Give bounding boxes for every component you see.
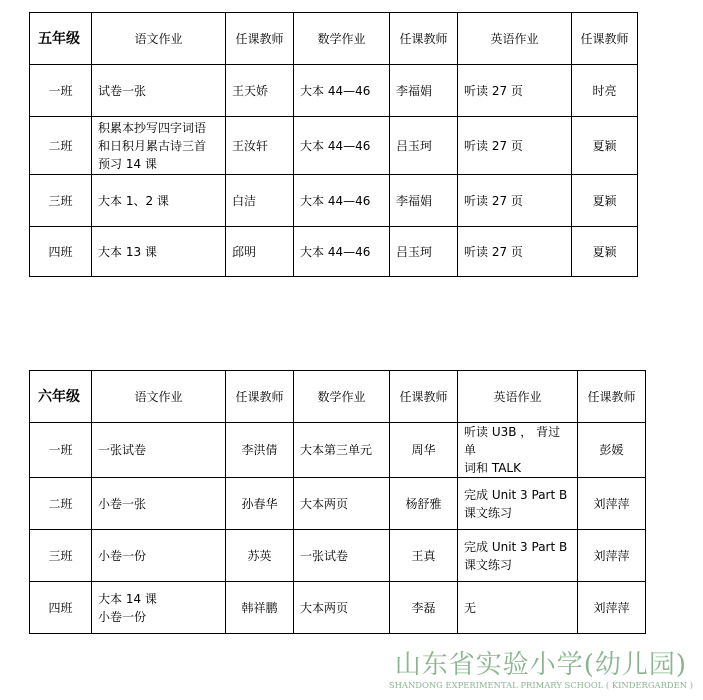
table-header-row	[30, 13, 638, 65]
homework-line: 小卷一份	[98, 548, 147, 563]
english-homework	[458, 582, 578, 634]
homework-line: 听读 U3B ， 背过单	[464, 425, 561, 457]
chinese-teacher: 王天娇	[226, 65, 294, 117]
homework-line: 一张试卷	[98, 443, 147, 457]
grade5-homework-table	[29, 12, 638, 277]
chinese-homework	[92, 117, 226, 175]
grade-label: 六年级	[30, 371, 92, 423]
class-name: 三班	[30, 175, 92, 227]
chinese-teacher: 王汝轩	[226, 117, 294, 175]
english-teacher: 刘萍萍	[578, 582, 646, 634]
chinese-homework	[92, 423, 226, 478]
homework-line: 积累本抄写四字词语	[98, 120, 207, 135]
english-homework	[458, 65, 572, 117]
english-teacher: 夏颖	[572, 175, 638, 227]
chinese-teacher: 孙春华	[226, 478, 294, 530]
class-name: 一班	[30, 65, 92, 117]
header-teacher: 任课教师	[390, 371, 458, 423]
header-english: 英语作业	[458, 13, 572, 65]
homework-line: 试卷一张	[98, 83, 147, 98]
english-homework	[458, 227, 572, 277]
table-row	[30, 117, 638, 175]
math-homework: 大本 44—46	[294, 117, 390, 175]
math-teacher: 李磊	[390, 582, 458, 634]
school-name-chinese: 山东省实验小学(幼儿园)	[394, 650, 688, 680]
header-chinese: 语文作业	[92, 13, 226, 65]
table-row	[30, 175, 638, 227]
math-homework: 大本 44—46	[294, 65, 390, 117]
school-logo-text	[389, 650, 693, 691]
chinese-homework	[92, 175, 226, 227]
english-teacher: 刘萍萍	[578, 478, 646, 530]
header-math: 数学作业	[294, 13, 390, 65]
table-row	[30, 478, 646, 530]
homework-line: 预习 14 课	[98, 156, 157, 171]
math-homework: 大本两页	[294, 478, 390, 530]
table-row	[30, 65, 638, 117]
table-row	[30, 423, 646, 478]
chinese-teacher: 韩祥鹏	[226, 582, 294, 634]
chinese-teacher: 邱明	[226, 227, 294, 277]
math-teacher: 李福娟	[390, 175, 458, 227]
english-homework	[458, 175, 572, 227]
class-name: 三班	[30, 530, 92, 582]
homework-line: 小卷一份	[98, 609, 147, 624]
homework-line: 小卷一张	[98, 496, 147, 511]
english-teacher: 刘萍萍	[578, 530, 646, 582]
homework-line: 词和 TALK	[464, 461, 521, 475]
math-teacher: 吕玉珂	[390, 227, 458, 277]
header-teacher: 任课教师	[390, 13, 458, 65]
homework-line: 课文练习	[464, 557, 513, 572]
chinese-teacher: 李洪倩	[226, 423, 294, 478]
header-teacher: 任课教师	[578, 371, 646, 423]
header-math: 数学作业	[294, 371, 390, 423]
math-teacher: 王真	[390, 530, 458, 582]
chinese-homework	[92, 65, 226, 117]
class-name: 四班	[30, 582, 92, 634]
class-name: 二班	[30, 478, 92, 530]
english-homework	[458, 423, 578, 478]
chinese-homework	[92, 227, 226, 277]
homework-line: 听读 27 页	[464, 83, 523, 98]
table-row	[30, 227, 638, 277]
homework-line: 和日积月累古诗三首	[98, 138, 207, 153]
english-teacher: 夏颖	[572, 227, 638, 277]
homework-line: 听读 27 页	[464, 244, 523, 259]
homework-line: 大本 13 课	[98, 244, 157, 259]
class-name: 二班	[30, 117, 92, 175]
chinese-homework	[92, 530, 226, 582]
english-homework	[458, 478, 578, 530]
homework-line: 大本 14 课	[98, 591, 157, 606]
math-homework: 大本第三单元	[294, 423, 390, 478]
math-teacher: 吕玉珂	[390, 117, 458, 175]
chinese-teacher: 白洁	[226, 175, 294, 227]
math-teacher: 李福娟	[390, 65, 458, 117]
english-teacher: 彭媛	[578, 423, 646, 478]
english-teacher: 时亮	[572, 65, 638, 117]
class-name: 四班	[30, 227, 92, 277]
header-english: 英语作业	[458, 371, 578, 423]
math-homework: 一张试卷	[294, 530, 390, 582]
school-name-english: SHANDONG EXPERIMENTAL PRIMARY SCHOOL ( KINDERGARDEN )	[388, 680, 693, 690]
english-homework	[458, 530, 578, 582]
header-teacher: 任课教师	[226, 371, 294, 423]
math-homework: 大本 44—46	[294, 227, 390, 277]
class-name: 一班	[30, 423, 92, 478]
chinese-homework	[92, 582, 226, 634]
header-chinese: 语文作业	[92, 371, 226, 423]
homework-line: 听读 27 页	[464, 193, 523, 208]
header-teacher: 任课教师	[572, 13, 638, 65]
chinese-homework	[92, 478, 226, 530]
math-teacher: 杨舒雅	[390, 478, 458, 530]
homework-line: 听读 27 页	[464, 138, 523, 153]
grade-label: 五年级	[30, 13, 92, 65]
homework-line: 完成 Unit 3 Part B	[464, 487, 568, 502]
math-teacher: 周华	[390, 423, 458, 478]
homework-line: 大本 1、2 课	[98, 193, 169, 208]
homework-line: 无	[464, 600, 477, 615]
math-homework: 大本 44—46	[294, 175, 390, 227]
english-homework	[458, 117, 572, 175]
math-homework: 大本两页	[294, 582, 390, 634]
chinese-teacher: 苏英	[226, 530, 294, 582]
english-teacher: 夏颖	[572, 117, 638, 175]
table-header-row	[30, 371, 646, 423]
header-teacher: 任课教师	[226, 13, 294, 65]
homework-line: 完成 Unit 3 Part B	[464, 539, 568, 554]
homework-line: 课文练习	[464, 505, 513, 520]
table-row	[30, 530, 646, 582]
grade6-homework-table	[29, 370, 646, 634]
table-row	[30, 582, 646, 634]
